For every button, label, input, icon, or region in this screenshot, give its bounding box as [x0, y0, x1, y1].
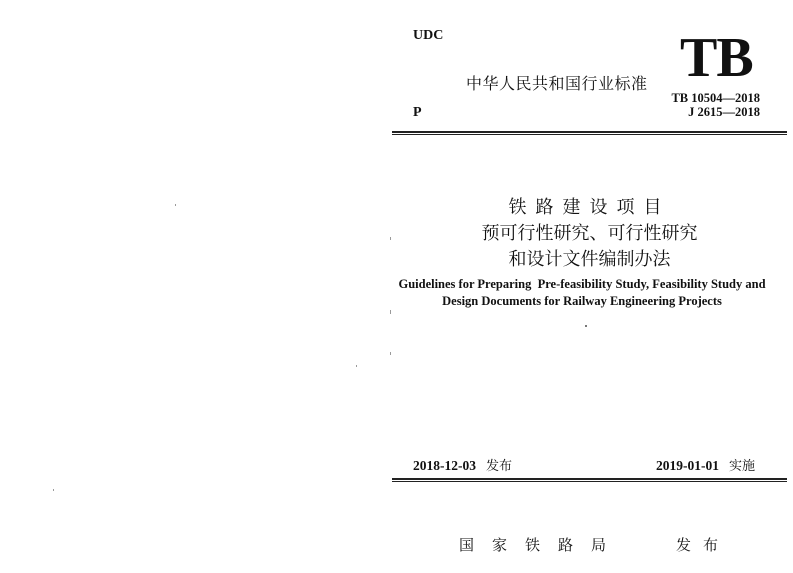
scan-speck	[53, 489, 54, 491]
standard-type-title: 中华人民共和国行业标准	[466, 74, 648, 93]
scan-speck	[390, 310, 391, 314]
issue-label: 发布	[486, 459, 513, 474]
footer-divider	[392, 478, 787, 480]
issue-verb: 发布	[676, 536, 731, 554]
title-cn-line3: 和设计文件编制办法	[508, 249, 671, 270]
tb-logo: TB	[680, 27, 753, 89]
footer-divider-thin	[392, 481, 787, 482]
classification-code: P	[413, 105, 422, 120]
scan-speck	[175, 204, 176, 206]
implement-label: 实施	[729, 459, 756, 474]
implement-date-block	[656, 455, 755, 474]
record-number: J 2615—2018	[688, 105, 760, 119]
scan-speck	[356, 365, 357, 367]
title-en-line2: Design Documents for Railway Engineering Projects	[442, 294, 722, 308]
issue-date-block	[413, 455, 512, 474]
header-divider	[392, 131, 787, 133]
scan-speck	[390, 237, 391, 240]
issuing-authority: 国家铁路局	[459, 536, 625, 554]
title-cn-line1: 铁路建设项目	[508, 197, 671, 218]
implement-date: 2019-01-01	[656, 458, 719, 473]
scan-speck	[390, 352, 391, 355]
title-en-line1: Guidelines for Preparing Pre-feasibility Study, Feasibility Study and	[398, 277, 766, 291]
scan-mark	[585, 325, 587, 327]
issue-date: 2018-12-03	[413, 458, 476, 473]
blank-left-page	[0, 0, 390, 573]
header-divider-thin	[392, 134, 787, 135]
title-cn-line2: 预可行性研究、可行性研究	[481, 223, 698, 244]
udc-label: UDC	[413, 28, 444, 43]
standard-number: TB 10504—2018	[671, 91, 760, 105]
